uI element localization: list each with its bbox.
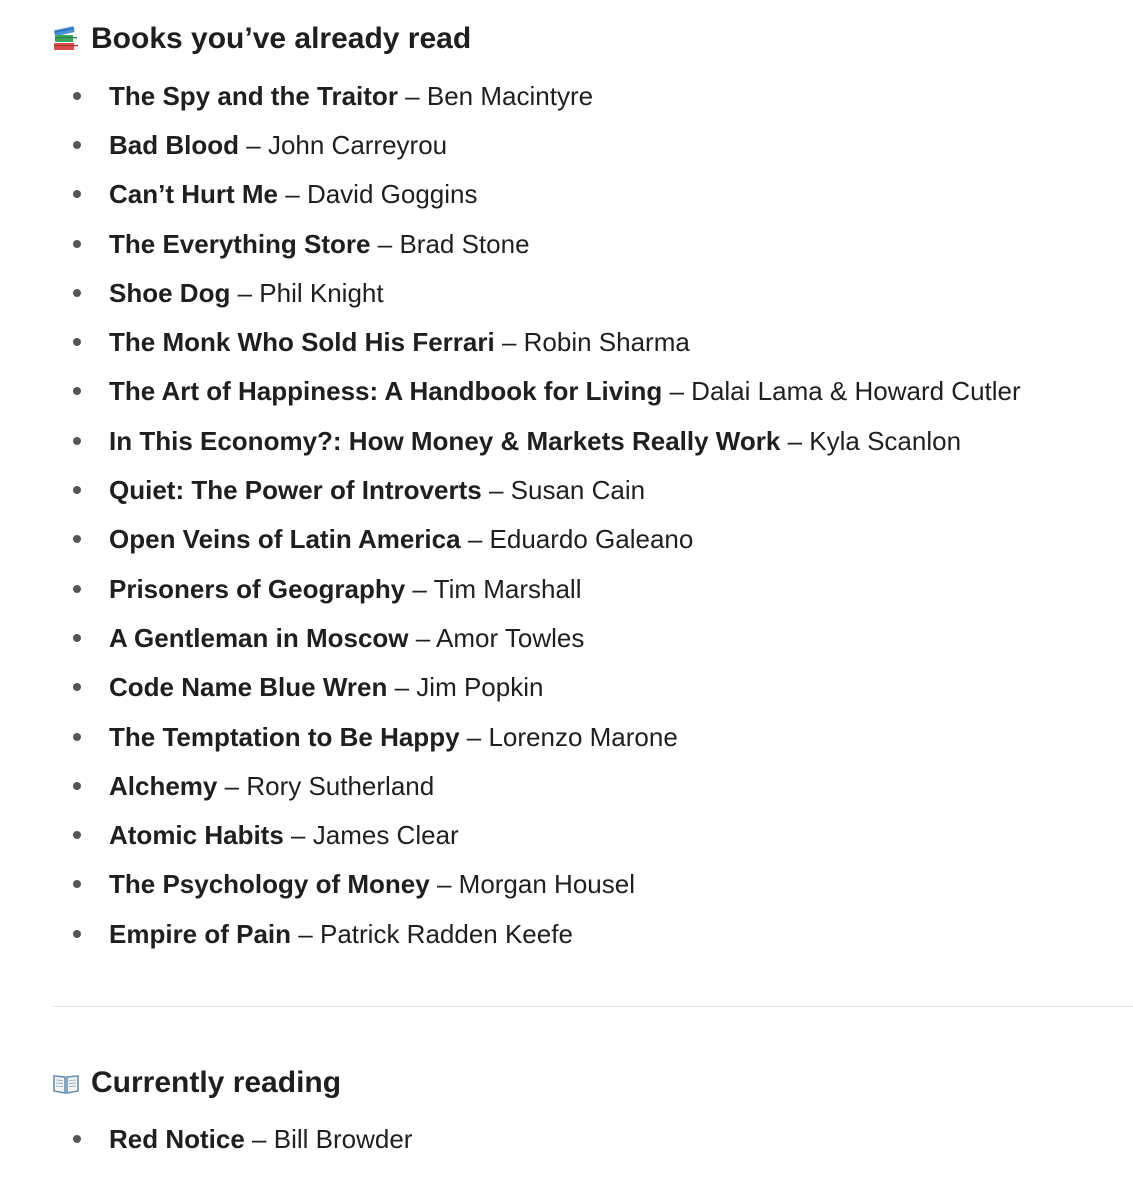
book-entry (109, 277, 384, 309)
book-title: The Spy and the Traitor (109, 80, 398, 111)
book-entry (109, 573, 581, 605)
bullet-icon (73, 880, 81, 888)
book-entry (109, 671, 543, 703)
book-entry (109, 622, 584, 654)
bullet-icon (73, 782, 81, 790)
title-author-separator: – (298, 918, 313, 949)
book-author: Eduardo Galeano (489, 524, 694, 555)
book-title: In This Economy?: How Money & Markets Really Work (109, 425, 781, 456)
book-entry (109, 326, 690, 358)
book-title: Open Veins of Latin America (109, 524, 461, 555)
title-author-separator: – (466, 721, 482, 752)
title-author-separator: – (252, 1123, 267, 1154)
bullet-icon (73, 634, 81, 642)
book-entry (109, 770, 434, 802)
book-author: James Clear (312, 820, 459, 851)
book-author: Brad Stone (399, 228, 530, 259)
book-entry (109, 819, 459, 851)
books-stack-icon (52, 25, 80, 53)
book-title: The Monk Who Sold His Ferrari (109, 327, 495, 358)
book-entry (109, 425, 961, 457)
book-author: Tim Marshall (433, 573, 582, 604)
book-entry (109, 474, 645, 506)
book-title: A Gentleman in Moscow (109, 622, 409, 653)
book-title: Quiet: The Power of Introverts (109, 475, 482, 506)
read-books-heading-text: Books you’ve already read (91, 22, 472, 55)
book-author: Jim Popkin (416, 672, 544, 703)
book-title: The Everything Store (109, 228, 371, 259)
book-author: David Goggins (306, 179, 478, 210)
open-book-icon (52, 1069, 80, 1097)
book-entry (109, 721, 678, 753)
book-title: Code Name Blue Wren (109, 672, 388, 703)
book-entry (109, 868, 635, 900)
title-author-separator: – (377, 228, 393, 259)
bullet-icon (73, 1135, 81, 1143)
book-title: The Temptation to Be Happy (109, 721, 460, 752)
book-title: Alchemy (109, 770, 218, 801)
title-author-separator: – (436, 869, 452, 900)
bullet-icon (73, 92, 81, 100)
title-author-separator: – (415, 622, 431, 653)
book-author: Lorenzo Marone (488, 721, 678, 752)
book-entry (109, 523, 693, 555)
title-author-separator: – (412, 573, 427, 604)
book-author: John Carreyrou (267, 129, 448, 160)
book-title: The Psychology of Money (109, 869, 430, 900)
title-author-separator: – (405, 80, 420, 111)
book-entry (109, 228, 530, 260)
bullet-icon (73, 733, 81, 741)
bullet-icon (73, 831, 81, 839)
bullet-icon (73, 930, 81, 938)
book-title: Empire of Pain (109, 918, 292, 949)
bullet-icon (73, 190, 81, 198)
title-author-separator: – (787, 425, 803, 456)
bullet-icon (73, 289, 81, 297)
title-author-separator: – (237, 277, 253, 308)
book-author: Susan Cain (510, 475, 646, 506)
book-entry (109, 178, 477, 210)
book-author: Morgan Housel (458, 869, 635, 900)
bullet-icon (73, 387, 81, 395)
book-entry (109, 80, 593, 112)
book-title: Bad Blood (109, 129, 239, 160)
book-author: Bill Browder (273, 1123, 413, 1154)
bullet-icon (73, 585, 81, 593)
book-author: Ben Macintyre (426, 80, 594, 111)
bullet-icon (73, 141, 81, 149)
book-title: Can’t Hurt Me (109, 179, 278, 210)
book-author: Rory Sutherland (246, 770, 435, 801)
currently-reading-heading (52, 1065, 341, 1101)
book-title: The Art of Happiness: A Handbook for Living (109, 376, 663, 407)
book-author: Kyla Scanlon (809, 425, 962, 456)
title-author-separator: – (291, 820, 306, 851)
bullet-icon (73, 338, 81, 346)
book-entry (109, 918, 573, 950)
title-author-separator: – (285, 179, 300, 210)
title-author-separator: – (488, 475, 504, 506)
book-title: Red Notice (109, 1123, 245, 1154)
title-author-separator: – (501, 327, 517, 358)
book-entry (109, 375, 1021, 407)
book-author: Robin Sharma (523, 327, 690, 358)
book-author: Amor Towles (436, 622, 585, 653)
book-entry (109, 1123, 412, 1155)
book-title: Atomic Habits (109, 820, 284, 851)
book-author: Dalai Lama & Howard Cutler (691, 376, 1021, 407)
bullet-icon (73, 535, 81, 543)
title-author-separator: – (669, 376, 684, 407)
title-author-separator: – (394, 672, 410, 703)
currently-reading-heading-text: Currently reading (91, 1066, 342, 1099)
book-entry (109, 129, 447, 161)
bullet-icon (73, 240, 81, 248)
read-books-heading (52, 21, 471, 57)
title-author-separator: – (467, 524, 483, 555)
title-author-separator: – (224, 770, 240, 801)
bullet-icon (73, 437, 81, 445)
title-author-separator: – (246, 129, 261, 160)
bullet-icon (73, 486, 81, 494)
book-title: Shoe Dog (109, 277, 231, 308)
book-author: Phil Knight (259, 277, 384, 308)
section-divider (52, 1006, 1133, 1007)
book-title: Prisoners of Geography (109, 573, 406, 604)
book-author: Patrick Radden Keefe (319, 918, 573, 949)
bullet-icon (73, 683, 81, 691)
